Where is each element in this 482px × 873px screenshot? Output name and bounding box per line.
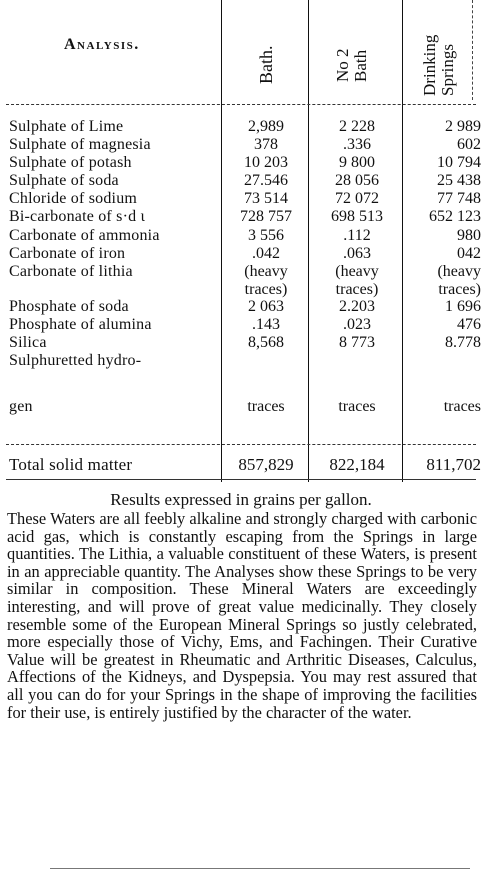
table-row: [0, 154, 482, 171]
table-row: [0, 281, 482, 298]
row-bath: (heavy: [244, 263, 288, 280]
row-drinking: 652 123: [429, 208, 481, 225]
row-name: Sulphate of potash: [9, 154, 132, 171]
row-name: Sulphate of Lime: [9, 118, 124, 135]
row-drinking: traces): [438, 281, 481, 298]
description-paragraph: These Waters are all feebly alkaline and strongly charged with carbonic acid gas, which is constantly escaping from the Springs in large quantities. The Lithia, a valuable constituent of these Waters, is present in an appreciable quantity. The Analyses show these Springs to be very similar in composition. These Mineral Waters are exceedingly interesting, and will prove of great value medicinally. They closely resemble some of the European Mineral Springs so justly celebrated, more especially those of Vichy, Ems, and Fachingen. Their Curative Value will be greatest in Rheumatic and Arthritic Diseases, Calculus, Affections of the Kidneys, and Dyspepsia. You may rest assured that all you can do for your Springs in the shape of improving the facilities for their use, is entirely justified by the character of the water.: [7, 509, 477, 722]
table-row: [0, 352, 482, 369]
row-name: gen: [9, 398, 33, 415]
row-bath: 728 757: [240, 208, 292, 225]
row-bath: traces): [244, 281, 288, 298]
row-name: Silica: [9, 334, 47, 351]
row-drinking: 8.778: [445, 334, 481, 351]
row-bath: 2 063: [248, 298, 284, 315]
table-row: [0, 190, 482, 207]
table-row: [0, 227, 482, 244]
row-no2: .336: [343, 136, 371, 153]
row-no2: 2.203: [339, 298, 375, 315]
row-name: Chloride of sodium: [9, 190, 138, 207]
row-name: Sulphate of soda: [9, 172, 119, 189]
row-name: Phosphate of soda: [9, 298, 129, 315]
total-rule-bottom: [6, 479, 476, 480]
row-bath: 73 514: [244, 190, 288, 207]
row-name: Carbonate of ammonia: [9, 227, 160, 244]
results-note: Results expressed in grains per gallon.: [110, 490, 372, 509]
table-row: [0, 263, 482, 280]
header-bath: Bath.: [256, 45, 276, 84]
row-drinking: 1 696: [445, 298, 481, 315]
total-no2: 822,184: [329, 455, 385, 474]
table-row: [0, 245, 482, 262]
row-bath: .042: [252, 245, 280, 262]
row-no2: traces: [338, 398, 376, 415]
row-bath: 8,568: [248, 334, 284, 351]
row-name: Sulphate of magnesia: [9, 136, 151, 153]
row-no2: (heavy: [335, 263, 379, 280]
table-row: [0, 136, 482, 153]
row-name: Sulphuretted hydro-: [9, 352, 142, 369]
row-name: Phosphate of alumina: [9, 316, 152, 333]
row-bath: .143: [252, 316, 280, 333]
row-no2: traces): [335, 281, 379, 298]
row-bath: 3 556: [248, 227, 284, 244]
row-name: Carbonate of lithia: [9, 263, 133, 280]
row-no2: 9 800: [339, 154, 375, 171]
row-no2: .063: [343, 245, 371, 262]
row-drinking: 602: [457, 136, 481, 153]
total-label: Total solid matter: [9, 455, 133, 474]
row-name: Bi-carbonate of s·d ι: [9, 208, 146, 225]
row-no2: 698 513: [331, 208, 383, 225]
row-drinking: 042: [457, 245, 481, 262]
table-row: [0, 334, 482, 351]
total-rule-top: [6, 444, 476, 445]
header-dashed-rule: [472, 0, 473, 100]
header-drinking-springs: Drinking Springs: [420, 34, 457, 96]
total-drinking: 811,702: [426, 455, 481, 474]
row-drinking: 10 794: [437, 154, 481, 171]
row-no2: 2 228: [339, 118, 375, 135]
row-no2: 28 056: [335, 172, 379, 189]
row-drinking: 980: [457, 227, 481, 244]
analysis-heading: Analysis.: [64, 36, 140, 53]
row-drinking: 2 989: [445, 118, 481, 135]
row-drinking: (heavy: [437, 263, 481, 280]
row-drinking: 77 748: [437, 190, 481, 207]
bottom-rule: [50, 868, 470, 869]
table-row: [0, 316, 482, 333]
row-bath: 2,989: [248, 118, 284, 135]
table-row: [0, 398, 482, 415]
row-bath: 27.546: [244, 172, 288, 189]
header-no2-bath: No 2 Bath: [333, 48, 370, 82]
row-bath: traces: [247, 398, 285, 415]
row-drinking: 476: [457, 316, 481, 333]
header-rule: [6, 104, 476, 105]
row-drinking: 25 438: [437, 172, 481, 189]
row-no2: .023: [343, 316, 371, 333]
table-row: [0, 172, 482, 189]
table-row: [0, 118, 482, 135]
row-bath: 10 203: [244, 154, 288, 171]
row-no2: 72 072: [335, 190, 379, 207]
total-row: [0, 455, 482, 475]
total-bath: 857,829: [238, 455, 294, 474]
row-drinking: traces: [443, 398, 481, 415]
row-name: Carbonate of iron: [9, 245, 126, 262]
table-row: [0, 298, 482, 315]
table-row: [0, 208, 482, 225]
row-bath: 378: [254, 136, 278, 153]
row-no2: 8 773: [339, 334, 375, 351]
row-no2: .112: [343, 227, 371, 244]
